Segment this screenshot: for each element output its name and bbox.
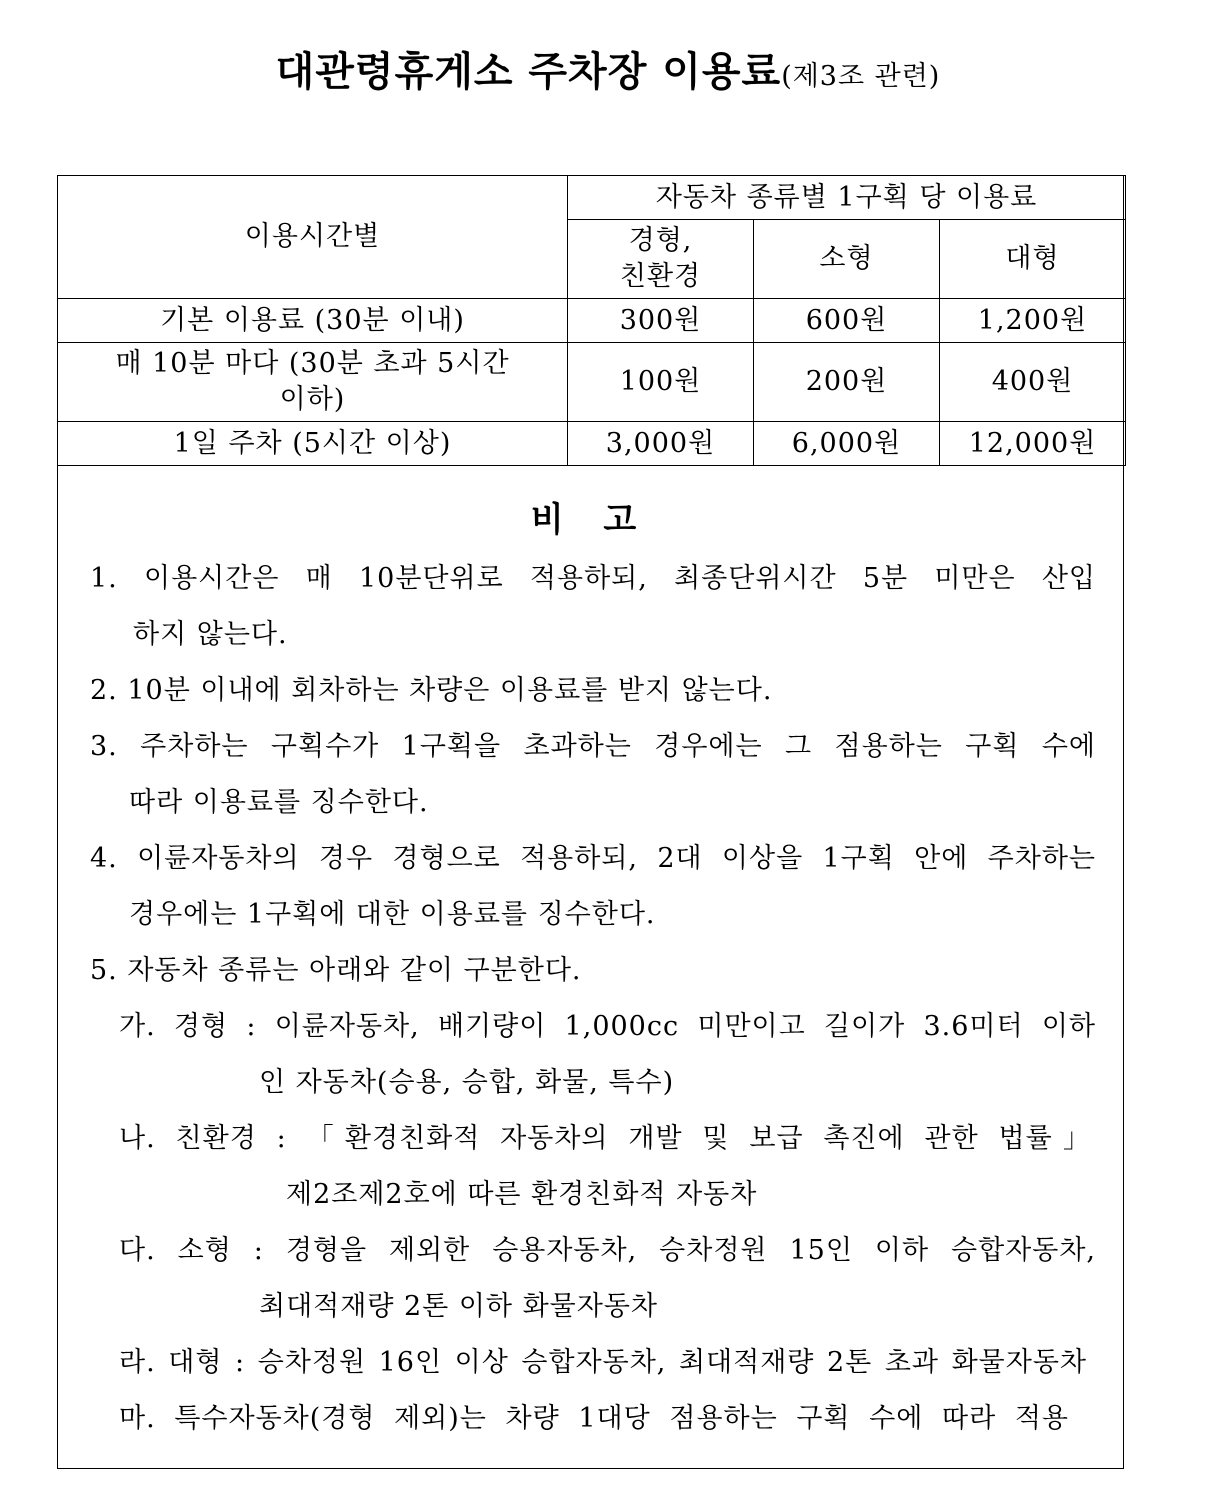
header-fee-group: 자동차 종류별 1구획 당 이용료 <box>568 176 1126 220</box>
note-5-ma: 마. 특수자동차(경형 제외)는 차량 1대당 점용하는 구획 수에 따라 적용 <box>119 1403 1069 1434</box>
fee-compact: 100원 <box>568 343 754 422</box>
note-5-ra: 라. 대형 : 승차정원 16인 이상 승합자동차, 최대적재량 2톤 초과 화물자동차 <box>119 1347 1087 1378</box>
row-label <box>58 343 568 422</box>
row-label: 기본 이용료 (30분 이내) <box>58 299 568 343</box>
header-compact-line1: 경형, <box>628 225 693 256</box>
header-large: 대형 <box>940 220 1126 299</box>
fee-small: 6,000원 <box>754 422 940 466</box>
note-5-na-line1: 나. 친환경 : 「환경친화적 자동차의 개발 및 보급 촉진에 관한 법률」 <box>119 1123 1091 1154</box>
note-5-ga-line2: 인 자동차(승용, 승합, 화물, 특수) <box>259 1067 675 1098</box>
title-main: 대관령휴게소 주차장 이용료 <box>275 49 782 95</box>
document-title <box>0 40 1216 97</box>
note-2: 2. 10분 이내에 회차하는 차량은 이용료를 받지 않는다. <box>90 675 773 706</box>
row-label: 1일 주차 (5시간 이상) <box>58 422 568 466</box>
fee-compact: 300원 <box>568 299 754 343</box>
table-row <box>58 299 1126 343</box>
note-1-line1: 1. 이용시간은 매 10분단위로 적용하되, 최종단위시간 5분 미만은 산입 <box>90 563 1096 594</box>
header-small: 소형 <box>754 220 940 299</box>
note-5: 5. 자동차 종류는 아래와 같이 구분한다. <box>90 955 582 986</box>
fee-large: 12,000원 <box>940 422 1126 466</box>
fee-table <box>57 175 1126 466</box>
note-5-da-line2: 최대적재량 2톤 이하 화물자동차 <box>259 1291 658 1322</box>
note-3-line2: 따라 이용료를 징수한다. <box>129 787 429 818</box>
fee-small: 600원 <box>754 299 940 343</box>
note-4-line1: 4. 이륜자동차의 경우 경형으로 적용하되, 2대 이상을 1구획 안에 주차하는 <box>90 843 1096 874</box>
note-3-line1: 3. 주차하는 구획수가 1구획을 초과하는 경우에는 그 점용하는 구획 수에 <box>90 731 1096 762</box>
header-usage-time: 이용시간별 <box>58 176 568 299</box>
note-4-line2: 경우에는 1구획에 대한 이용료를 징수한다. <box>129 899 656 930</box>
note-5-da-line1: 다. 소형 : 경형을 제외한 승용자동차, 승차정원 15인 이하 승합자동차, <box>119 1235 1096 1266</box>
title-subtitle: (제3조 관련) <box>781 61 941 92</box>
header-compact-line2: 친환경 <box>619 261 702 292</box>
note-1-line2: 하지 않는다. <box>133 619 288 650</box>
fee-large: 400원 <box>940 343 1126 422</box>
fee-compact: 3,000원 <box>568 422 754 466</box>
note-5-na-line2: 제2조제2호에 따른 환경친화적 자동차 <box>286 1179 758 1210</box>
table-row <box>58 343 1126 422</box>
table-row <box>58 422 1126 466</box>
fee-large: 1,200원 <box>940 299 1126 343</box>
row-label-line1: 매 10분 마다 (30분 초과 5시간 <box>115 348 510 379</box>
fee-small: 200원 <box>754 343 940 422</box>
note-5-ga-line1: 가. 경형 : 이륜자동차, 배기량이 1,000cc 미만이고 길이가 3.6미터 이하 <box>119 1011 1096 1042</box>
header-compact <box>568 220 754 299</box>
notes-title: 비 고 <box>530 500 651 540</box>
row-label-line2: 이하) <box>279 384 346 415</box>
